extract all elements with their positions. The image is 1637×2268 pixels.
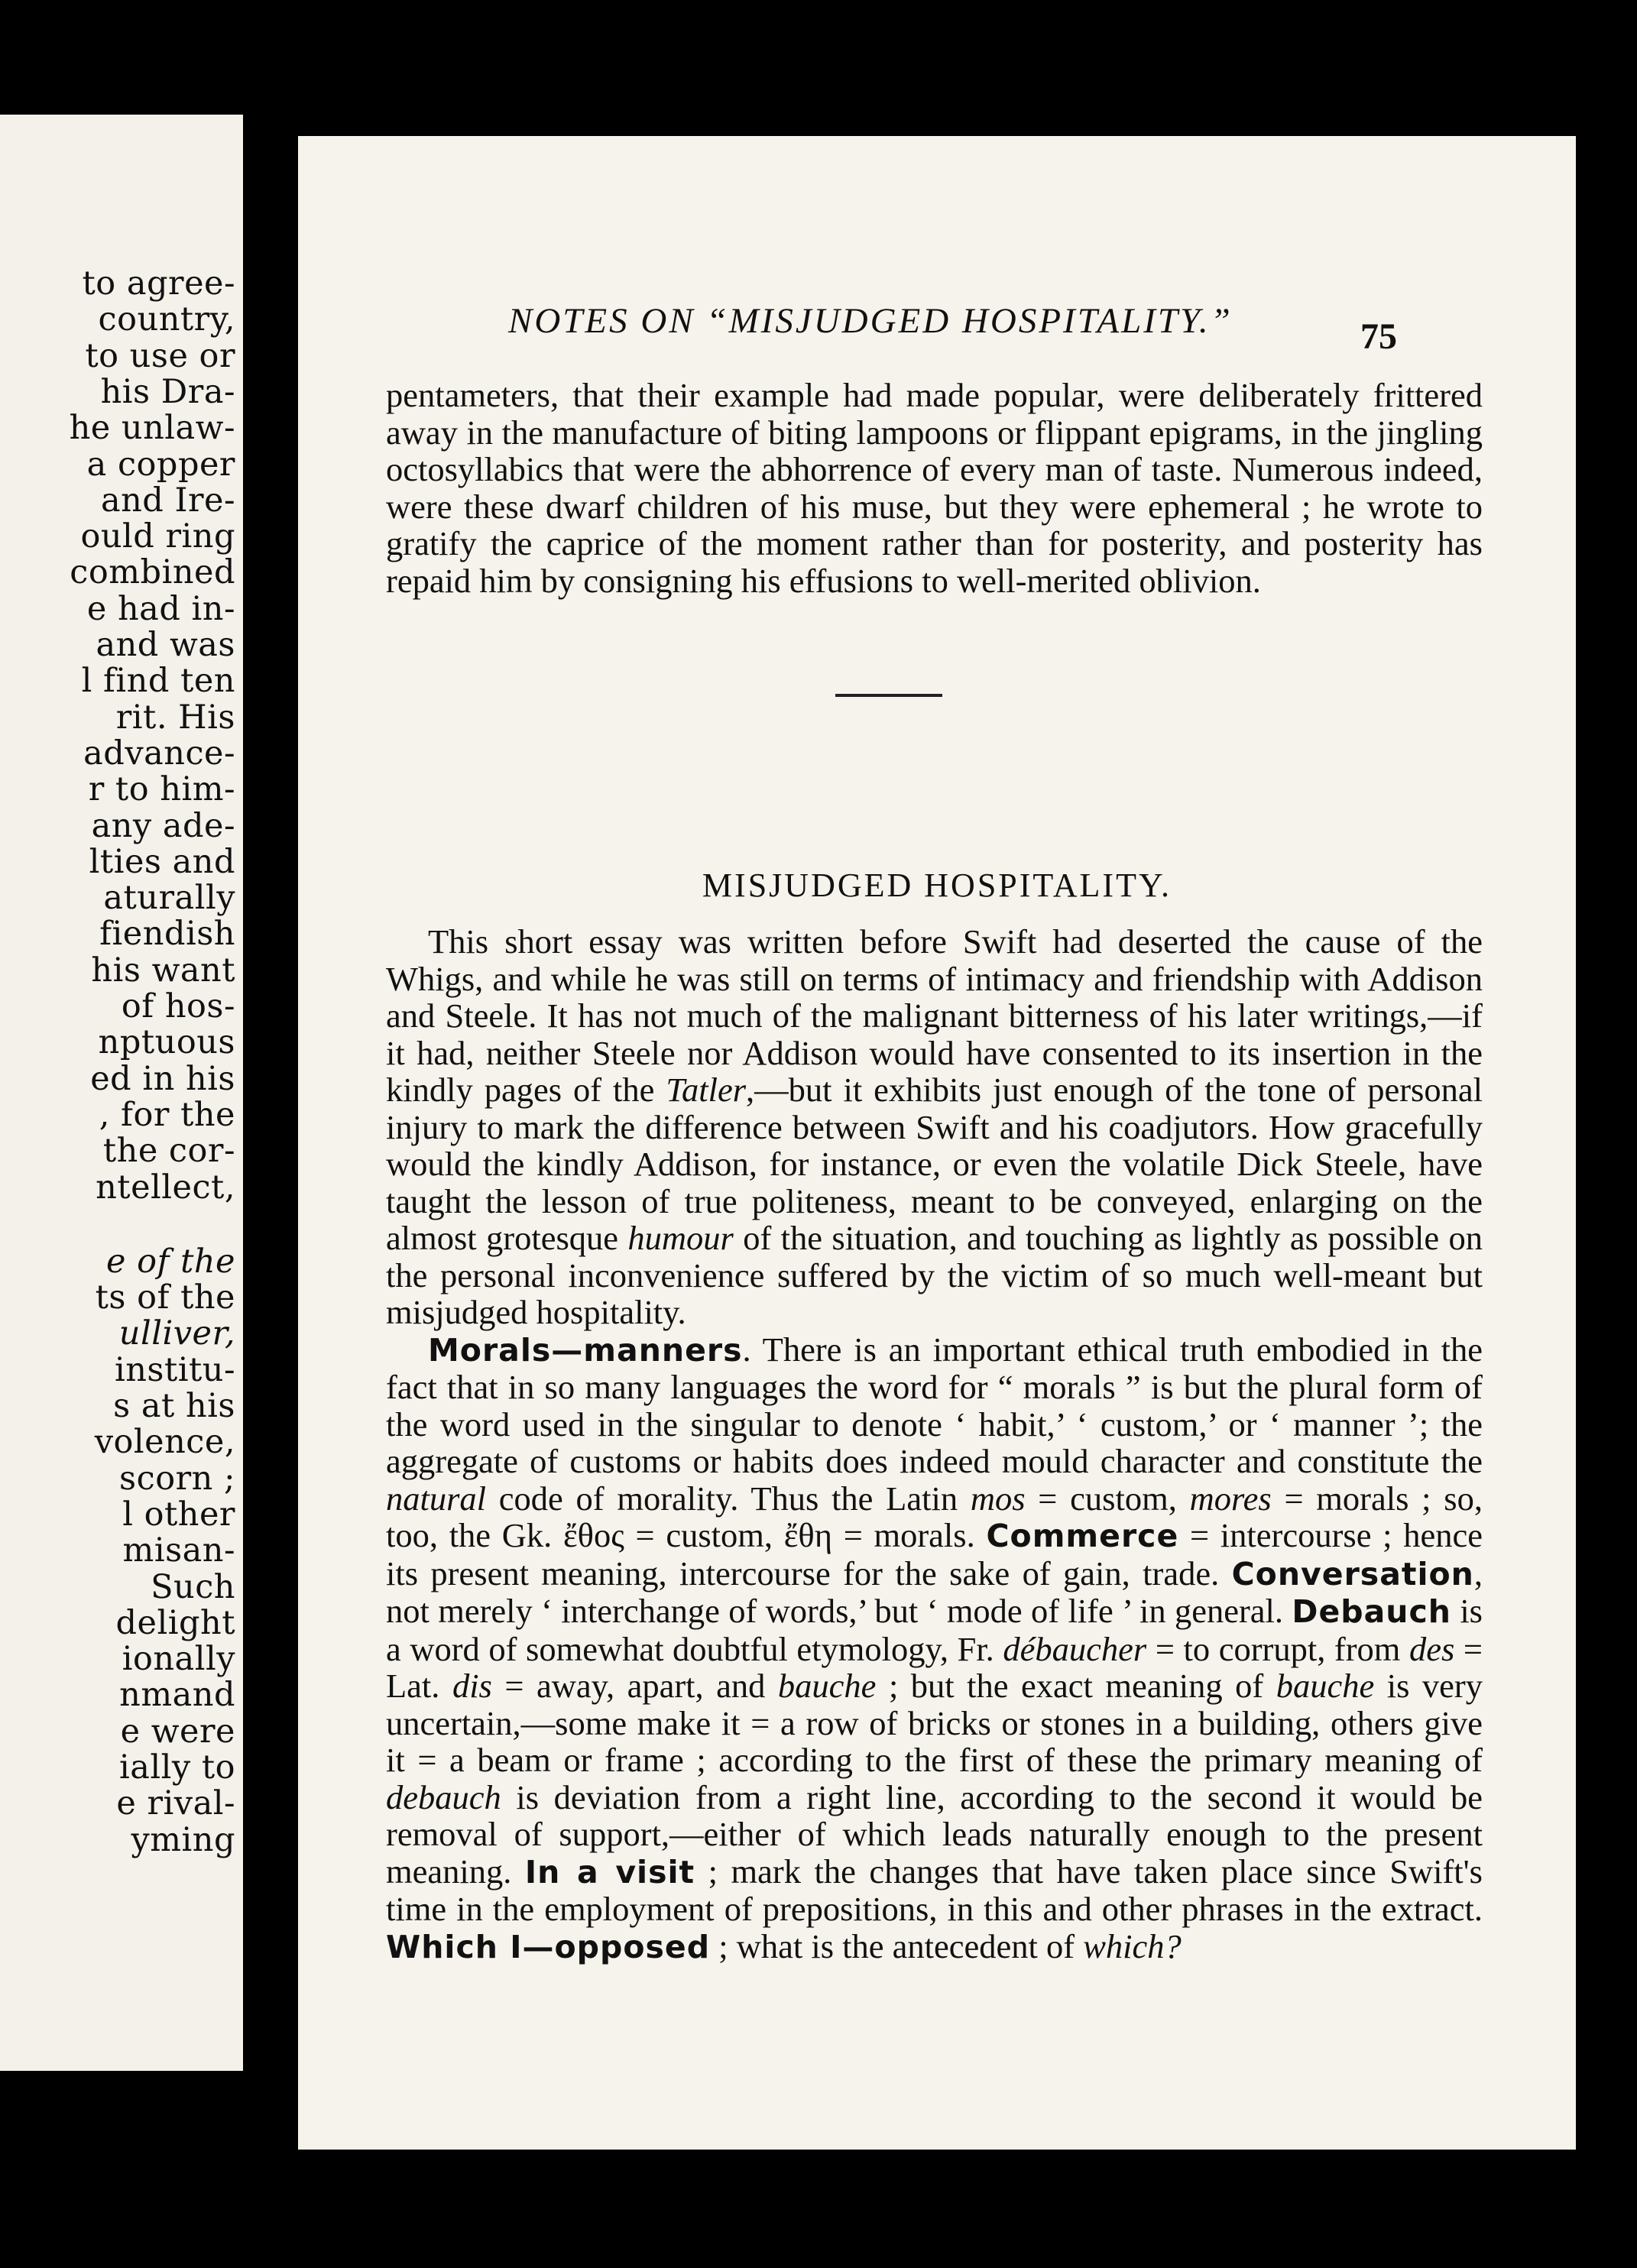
right-page (298, 136, 1576, 2150)
left-page-line: ould ring (80, 517, 235, 556)
left-page-line: e had in- (86, 589, 235, 628)
keyword-which-opposed: Which I—opposed (386, 1928, 711, 1965)
notes-paragraph (386, 1331, 1483, 1966)
italic-bauche-1: bauche (777, 1667, 877, 1705)
left-page-line: nmand (119, 1676, 235, 1715)
notes-t11: ; but the exact meaning of (876, 1667, 1276, 1705)
left-page-line: nptuous (98, 1023, 235, 1062)
continued-paragraph (386, 377, 1483, 599)
left-page-line: ially to (118, 1748, 235, 1787)
running-header: NOTES ON “MISJUDGED HOSPITALITY.” (508, 301, 1233, 341)
left-page-line: lties and (89, 842, 235, 881)
left-page-line: combined (70, 553, 235, 592)
left-page-line: e rival- (116, 1784, 235, 1823)
notes-t8: = to corrupt, from (1146, 1629, 1409, 1668)
section-divider (835, 694, 942, 697)
left-page-line: ntellect, (96, 1168, 235, 1207)
intro-text-2: ,—but it exhibits just enough of the tone of personal injury to mark the difference between Swift and his coadjutors. How gracefully would the kindly Addison, for instance, or even the volatile Dick Steele, have taught the lesson of true politeness, meant to be conveyed, enlarging on the almost grotesque (386, 1071, 1483, 1257)
left-page-line: delight (115, 1603, 235, 1642)
left-page-line: scorn ; (119, 1459, 235, 1498)
italic-natural: natural (386, 1479, 487, 1518)
book-gutter (243, 0, 298, 2268)
notes-t5: = intercourse ; hence its present meaning, intercourse for the sake of gain, trade. (386, 1516, 1483, 1592)
left-page-line: e of the (105, 1242, 235, 1281)
notes-t14: ; mark the changes that have taken place since Swift's time in the employment of prepositions, in this and other phrases in the extract. (386, 1852, 1483, 1928)
left-page-line: to use or (85, 336, 235, 375)
italic-mores: mores (1189, 1479, 1272, 1518)
notes-t10: = away, apart, and (491, 1667, 778, 1705)
left-page-line: ulliver, (118, 1314, 235, 1353)
notes-t9: = Lat. (386, 1629, 1483, 1705)
essay-title: MISJUDGED HOSPITALITY. (702, 867, 1172, 904)
notes-t7: is a word of somewhat doubtful etymology, Fr. (386, 1592, 1483, 1668)
intro-text-1: This short essay was written before Swift had deserted the cause of the Whigs, and while he was still on terms of intimacy and friendship with Addison and Steele. It has not much of the malignant bitterness of his later writings,—if it had, neither Steele nor Addison would have consented to its insertion in the kindly pages of the (386, 922, 1483, 1109)
italic-bauche-2: bauche (1276, 1667, 1375, 1705)
left-page-line: l other (122, 1495, 235, 1534)
left-page-fragment (0, 115, 243, 2071)
left-page-line: l find ten (81, 662, 235, 701)
italic-debauch: debauch (386, 1777, 501, 1816)
notes-t2: code of morality. Thus the Latin (486, 1479, 971, 1518)
left-page-line: misan- (122, 1531, 235, 1570)
left-page-line: his Dra- (100, 372, 235, 411)
intro-text-3: of the situation, and touching as lightly as possible on the personal inconvenience suffered by the victim of so much well-meant but misjudged hospitality. (386, 1219, 1483, 1331)
left-page-line: advance- (83, 734, 235, 773)
left-page-line: country, (98, 300, 235, 339)
italic-which: which? (1083, 1926, 1182, 1965)
left-page-line: , for the (99, 1095, 235, 1134)
notes-t13: is deviation from a right line, according to the second it would be removal of support,—either of which leads naturally enough to the present meaning. (386, 1777, 1483, 1891)
left-page-line: his want (91, 951, 235, 990)
keyword-conversation: Conversation (1231, 1555, 1474, 1592)
left-page-line: and Ire- (100, 481, 235, 520)
left-page-line: a copper (86, 445, 235, 484)
left-page-line: aturally (103, 879, 235, 918)
left-page-line: ed in his (90, 1059, 235, 1098)
left-page-line: the cor- (102, 1132, 235, 1171)
italic-des: des (1408, 1629, 1455, 1668)
keyword-in-a-visit: In a visit (524, 1853, 695, 1891)
keyword-debauch: Debauch (1292, 1593, 1451, 1630)
left-page-line: rit. His (115, 698, 235, 737)
left-page-line: ts of the (95, 1278, 235, 1317)
left-page-line: any ade- (91, 806, 235, 845)
notes-t12: is very uncertain,—some make it = a row of bricks or stones in a building, others give it = a beam or frame ; according to the first of these the primary meaning of (386, 1667, 1483, 1779)
notes-t4: = morals ; so, too, the Gk. ἔθος = custom, ἔθη = morals. (386, 1479, 1483, 1554)
intro-paragraph (386, 923, 1483, 1331)
left-page-line: e were (120, 1712, 235, 1751)
left-page-line: s at his (113, 1387, 235, 1425)
left-page-line: and was (96, 626, 235, 664)
notes-t6: , not merely ‘ interchange of words,’ but ‘ mode of life ’ in general. (386, 1554, 1483, 1630)
left-page-line: Such (151, 1567, 235, 1606)
left-page-line: he unlaw- (69, 409, 235, 448)
italic-dis: dis (452, 1667, 492, 1705)
keyword-commerce: Commerce (986, 1518, 1179, 1554)
italic-tatler: Tatler (666, 1071, 747, 1109)
notes-t1: . There is an important ethical truth embodied in the fact that in so many languages the word for “ morals ” is but the plural form of the word used in the singular to denote ‘ habit,’ ‘ custom,’ or ‘ manner ’; the aggregate of customs or habits does indeed mould character and constitute the (386, 1330, 1483, 1480)
italic-humour: humour (627, 1219, 734, 1257)
italic-mos: mos (970, 1479, 1026, 1518)
left-page-line: r to him- (88, 770, 235, 809)
left-page-line: to agree- (82, 264, 235, 303)
left-page-line: ionally (122, 1640, 235, 1679)
page-number: 75 (1360, 316, 1397, 357)
essay-notes (386, 923, 1483, 1965)
italic-debaucher: débaucher (1003, 1629, 1147, 1668)
keyword-morals: Morals—manners (428, 1331, 743, 1369)
left-page-line: yming (131, 1820, 235, 1859)
notes-t15: ; what is the antecedent of (710, 1926, 1084, 1965)
left-page-line: volence, (94, 1423, 235, 1462)
left-page-line: institu- (114, 1350, 235, 1389)
left-page-line: of hos- (121, 987, 235, 1025)
left-page-line: fiendish (99, 915, 235, 954)
notes-t3: = custom, (1025, 1479, 1190, 1518)
top-paragraph: pentameters, that their example had made popular, were deliberately frittered away in the manufacture of biting lampoons or flippant epigrams, in the jingling octosyllabics that were the abhorrence of every man of taste. Numerous indeed, were these dwarf children of his muse, but they were ephemeral ; he wrote to gratify the caprice of the moment rather than for posterity, and posterity has repaid him by consigning his effusions to well-merited oblivion. (386, 376, 1483, 600)
